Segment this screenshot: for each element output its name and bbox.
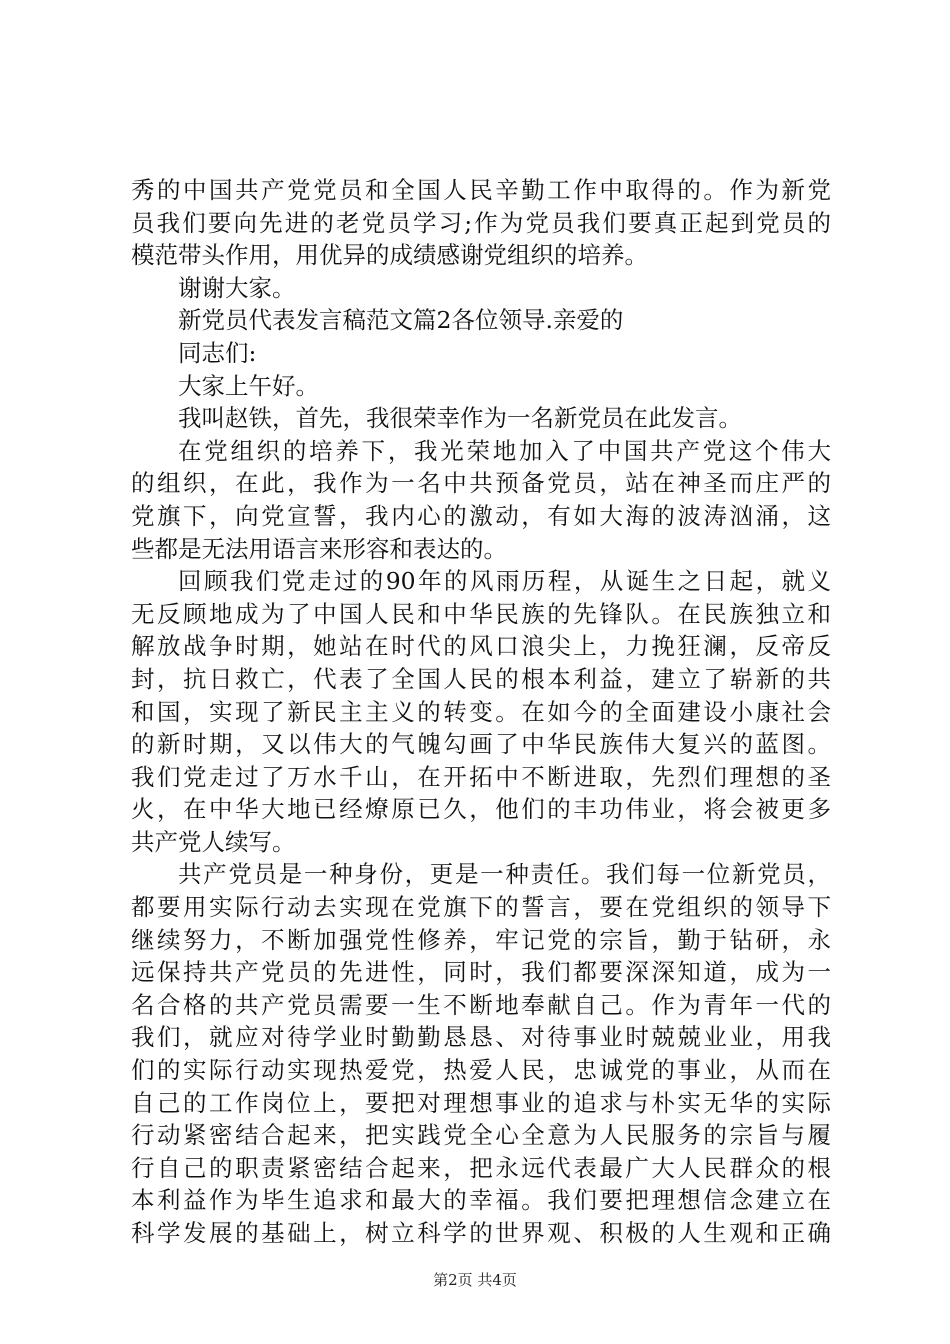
text-line: 共产党员是一种身份，更是一种责任。我们每一位新党员，	[178, 860, 831, 889]
text-line: 继续努力，不断加强党性修养，牢记党的宗旨，勤于钻研，永	[131, 925, 831, 954]
text-line: 的组织，在此，我作为一名中共预备党员，站在神圣而庄严的	[131, 469, 831, 498]
text-line: 在党组织的培养下，我光荣地加入了中国共产党这个伟大	[178, 436, 831, 465]
text-line: 远保持共产党员的先进性，同时，我们都要深深知道，成为一	[131, 958, 831, 987]
text-line: 新党员代表发言稿范文篇2各位领导.亲爱的	[178, 306, 624, 335]
page-footer	[0, 1270, 950, 1290]
text-line: 秀的中国共产党党员和全国人民辛勤工作中取得的。作为新党	[131, 176, 831, 204]
text-line: 都要用实际行动去实现在党旗下的誓言，要在党组织的领导下	[131, 893, 831, 922]
page-number-label: 第2页 共4页	[433, 1271, 517, 1289]
text-line: 些都是无法用语言来形容和表达的。	[131, 534, 507, 563]
text-line: 和国，实现了新民主主义的转变。在如今的全面建设小康社会	[131, 697, 831, 726]
text-line: 行自己的职责紧密结合起来，把永远代表最广大人民群众的根	[131, 1153, 831, 1182]
text-line: 火，在中华大地已经燎原已久，他们的丰功伟业，将会被更多	[131, 795, 831, 824]
text-line: 模范带头作用，用优异的成绩感谢党组织的培养。	[131, 241, 648, 270]
text-line: 们的实际行动实现热爱党，热爱人民，忠诚党的事业，从而在	[131, 1056, 831, 1085]
text-line: 我们，就应对待学业时勤勤恳恳、对待事业时兢兢业业，用我	[131, 1023, 831, 1052]
text-line: 党旗下，向党宣誓，我内心的激动，有如大海的波涛汹涌，这	[131, 501, 831, 530]
text-line: 本利益作为毕生追求和最大的幸福。我们要把理想信念建立在	[131, 1186, 831, 1215]
text-line: 的新时期，又以伟大的气魄勾画了中华民族伟大复兴的蓝图。	[131, 730, 831, 759]
text-line: 行动紧密结合起来，把实践党全心全意为人民服务的宗旨与履	[131, 1121, 831, 1150]
text-line: 谢谢大家。	[178, 273, 296, 302]
text-line: 我们党走过了万水千山，在开拓中不断进取，先烈们理想的圣	[131, 762, 831, 791]
text-line: 共产党人续写。	[131, 827, 296, 856]
text-line: 大家上午好。	[178, 371, 319, 400]
text-line: 名合格的共产党员需要一生不断地奉献自己。作为青年一代的	[131, 990, 831, 1019]
text-line: 同志们:	[178, 338, 257, 367]
text-line: 解放战争时期，她站在时代的风口浪尖上，力挽狂澜，反帝反	[131, 632, 831, 661]
text-line: 自己的工作岗位上，要把对理想事业的追求与朴实无华的实际	[131, 1088, 831, 1117]
text-line: 回顾我们党走过的90年的风雨历程，从诞生之日起，就义	[178, 567, 831, 596]
text-line: 科学发展的基础上，树立科学的世界观、积极的人生观和正确	[131, 1219, 831, 1247]
body-text	[131, 174, 831, 1250]
text-line: 我叫赵铁，首先，我很荣幸作为一名新党员在此发言。	[178, 404, 742, 433]
text-line: 无反顾地成为了中国人民和中华民族的先锋队。在民族独立和	[131, 599, 831, 628]
text-line: 员我们要向先进的老党员学习;作为党员我们要真正起到党员的	[131, 208, 831, 237]
text-line: 封，抗日救亡，代表了全国人民的根本利益，建立了崭新的共	[131, 664, 831, 693]
